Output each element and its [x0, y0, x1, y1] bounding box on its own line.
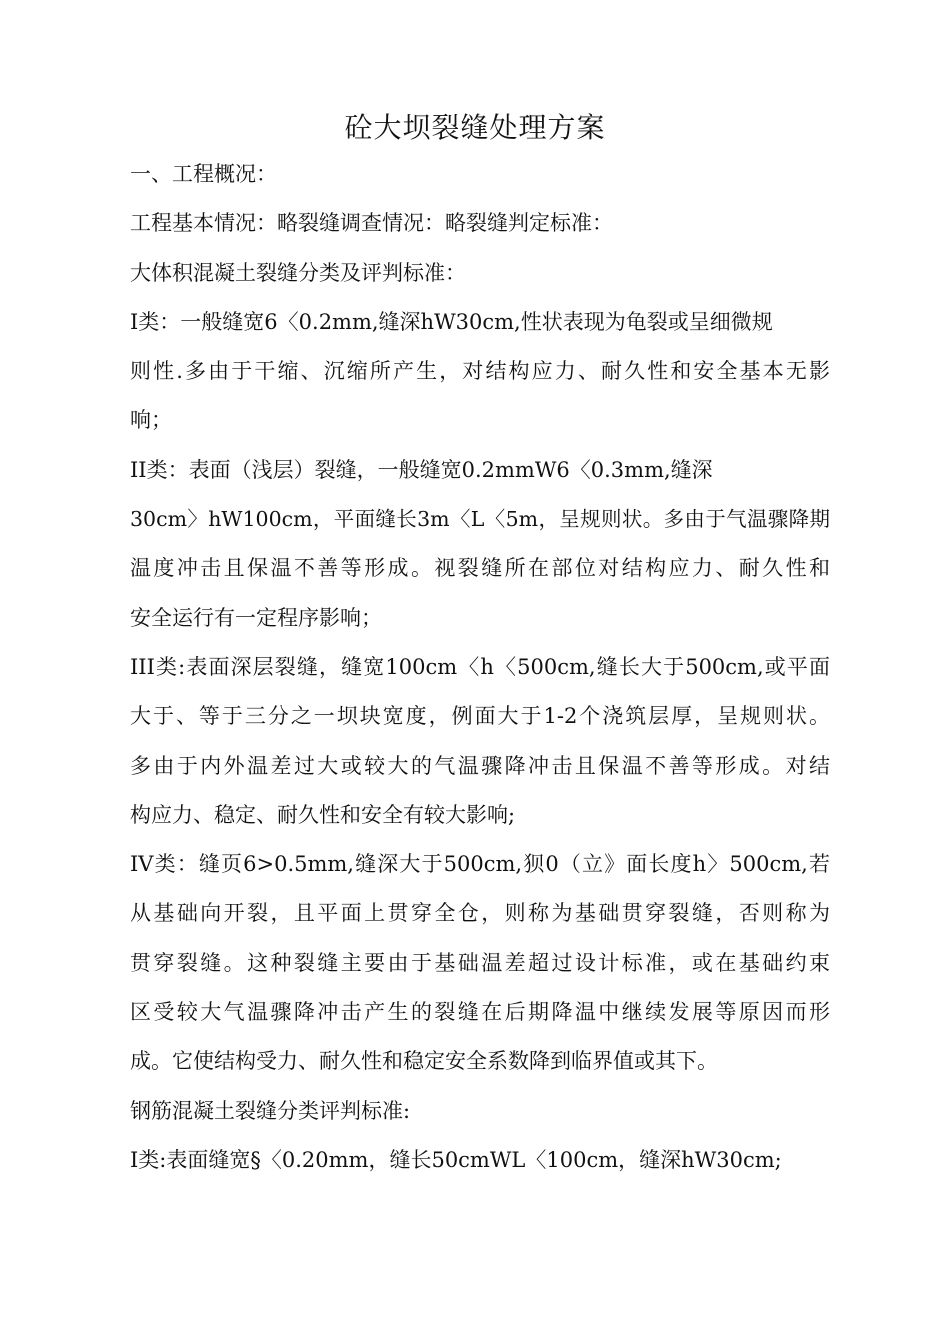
body-line: 成。它使结构受力、耐久性和稳定安全系数降到临界值或其下。 [130, 1049, 718, 1074]
body-line: I类：一般缝宽6〈0.2mm,缝深hW30cm,性状表现为龟裂或呈细微规 [130, 309, 773, 334]
body-line: 安全运行有一定程序影响； [130, 605, 382, 630]
body-line: II类：表面（浅层）裂缝，一般缝宽0.2mmW6〈0.3mm,缝深 [130, 457, 713, 482]
body-line: 贯穿裂缝。这种裂缝主要由于基础温差超过设计标准，或在基础约束 [130, 950, 830, 975]
body-line: 大于、等于三分之一坝块宽度，例面大于1-2个浇筑层厚，呈规则状。 [130, 704, 830, 729]
body-line: III类:表面深层裂缝，缝宽100cm〈h〈500cm,缝长大于500cm,或平面 [130, 654, 830, 679]
document-title: 砼大坝裂缝处理方案 [344, 111, 606, 144]
body-line: 工程基本情况：略裂缝调查情况：略裂缝判定标准： [130, 211, 613, 236]
body-line: 多由于内外温差过大或较大的气温骤降冲击且保温不善等形成。对结 [130, 753, 830, 778]
body-line: 则性.多由于干缩、沉缩所产生，对结构应力、耐久性和安全基本无影 [130, 359, 830, 384]
body-line: 区受较大气温骤降冲击产生的裂缝在后期降温中继续发展等原因而形 [130, 1000, 830, 1025]
body-line: 构应力、稳定、耐久性和安全有较大影响; [130, 802, 516, 827]
body-line: 钢筋混凝土裂缝分类评判标准: [130, 1098, 411, 1123]
body-line: IV类：缝页6>0.5mm,缝深大于500cm,狈0（立》面长度h〉500cm,若 [130, 852, 830, 877]
body-line: 一、工程概况： [130, 162, 277, 186]
body-line: 30cm〉hW100cm，平面缝长3m〈L〈5m，呈规则状。多由于气温骤降期 [130, 507, 830, 532]
body-line: 大体积混凝土裂缝分类及评判标准： [130, 260, 466, 285]
body-line: I类:表面缝宽§〈0.20mm，缝长50cmWL〈100cm，缝深hW30cm; [130, 1147, 782, 1172]
body-line: 温度冲击且保温不善等形成。视裂缝所在部位对结构应力、耐久性和 [130, 556, 830, 581]
document-body [130, 150, 830, 1185]
body-line: 响； [130, 408, 172, 433]
body-line: 从基础向开裂，且平面上贯穿全仓，则称为基础贯穿裂缝，否则称为 [130, 901, 830, 926]
